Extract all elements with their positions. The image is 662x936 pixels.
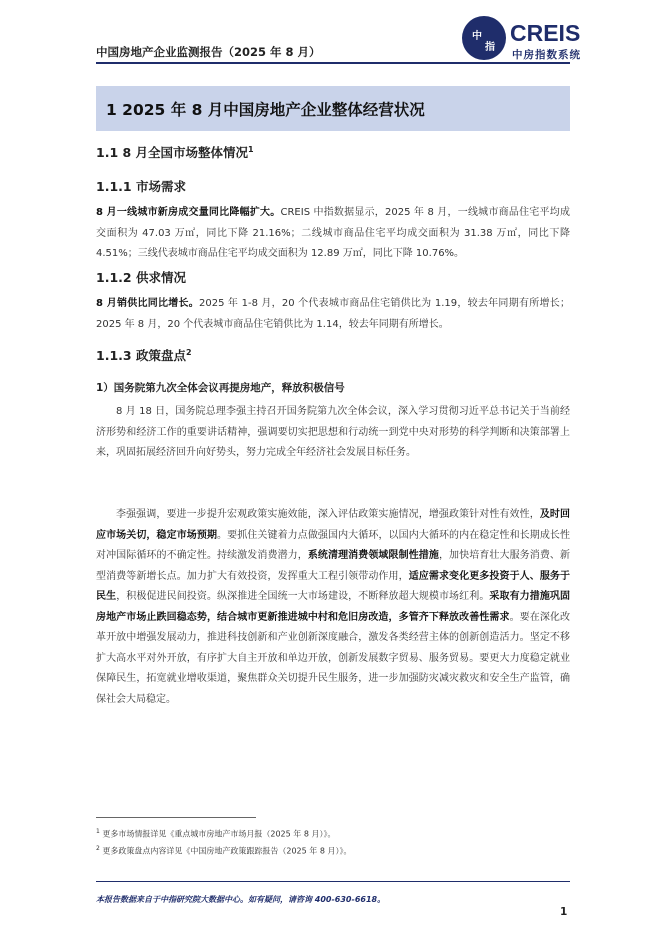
supply-demand-paragraph: [96, 294, 570, 335]
section-1-1-2-heading: 1.1.2 供求情况: [96, 270, 186, 285]
footer-divider: [96, 881, 570, 882]
footnote-divider: [96, 817, 256, 818]
market-demand-body: CREIS 中指数据显示，2025 年 8 月，一线城市商品住宅平均成交面积为 47.03 万㎡，同比下降 21.16%；二线城市商品住宅平均成交面积为 31.38 万㎡，同比下降 4.51%；三线代表城市商品住宅平均成交面积为 12.89 万㎡，同比下降 10.76%。: [96, 207, 570, 259]
logo-emblem: [462, 16, 506, 60]
policy-p2-text-g: ，积极促进民间投资。纵深推进全国统一大市场建设，不断释放超大规模市场红利。: [116, 591, 490, 602]
footnote-ref-1: 1: [248, 144, 254, 154]
section-1-1-title: 1.1 8 月全国市场整体情况: [96, 145, 249, 160]
section-1-1-heading: [96, 143, 254, 161]
market-demand-paragraph: [96, 203, 570, 265]
policy-p2-bold-d: 系统清理消费领域限制性措施: [307, 550, 439, 561]
footnote-1-text: 更多市场情报详见《重点城市房地产市场月报（2025 年 8 月）》。: [102, 829, 336, 839]
header-divider: [96, 62, 570, 64]
section-1-1-1-heading: 1.1.1 市场需求: [96, 179, 186, 194]
section-1-1-3-heading: [96, 346, 192, 364]
market-demand-lead: 8 月一线城市新房成交量同比降幅扩大。: [96, 207, 281, 218]
policy-paragraph-1: 8 月 18 日，国务院总理李强主持召开国务院第九次全体会议，深入学习贯彻习近平总书记关于当前经济形势和经济工作的重要讲话精神，强调要切实把思想和行动统一到党中央对形势的科学判断和决策部署上来，巩固拓展经济回升向好势头，努力完成全年经济社会发展目标任务。: [96, 406, 570, 458]
footnote-2: [96, 845, 351, 857]
report-header-title: 中国房地产企业监测报告（2025 年 8 月）: [96, 45, 321, 59]
supply-demand-body: 2025 年 1-8 月，20 个代表城市商品住宅销供比为 1.19，较去年同期有所增长；2025 年 8 月，20 个代表城市商品住宅销供比为 1.14，较去年同期有所增长。: [96, 298, 570, 330]
logo-emblem-char-1: 中: [472, 31, 482, 42]
logo-emblem-char-2: 指: [485, 42, 495, 53]
footer-disclaimer: 本报告数据来自于中指研究院大数据中心。如有疑问，请咨询 400-630-6618。: [96, 895, 386, 904]
section-1-1-3-title: 1.1.3 政策盘点: [96, 348, 186, 363]
footnote-2-number: 2: [96, 845, 100, 852]
policy-p2-bold-f: 适应需求变化更多投资于人、服务于民生: [96, 570, 571, 602]
policy-p2-text-c: 。要抓住关键着力点做强国内大循环，以国内大循环的内在稳定性和长期成长性对冲国际循环的不确定性。持续激发消费潜力，: [96, 529, 571, 561]
policy-p2-text-a: 李强强调，要进一步提升宏观政策实施效能，深入评估政策实施情况，增强政策针对性有效性，: [116, 509, 540, 520]
logo-subtitle: 中房指数系统: [512, 49, 581, 61]
footnote-1-number: 1: [96, 828, 100, 835]
policy-p2-text-e: ，加快培育壮大服务消费、新型消费等新增长点。加力扩大有效投资，发挥重大工程引领带动作用，: [96, 550, 571, 582]
footnote-1: [96, 828, 335, 840]
creis-logo: [462, 16, 597, 66]
footnote-ref-2: 2: [185, 347, 192, 357]
policy-item-1-heading: 1）国务院第九次全体会议再提房地产，释放积极信号: [96, 382, 345, 394]
supply-demand-lead: 8 月销供比同比增长。: [96, 298, 200, 309]
policy-paragraph-2: [96, 505, 570, 710]
page-number: 1: [560, 906, 568, 918]
chapter-title: 1 2025 年 8 月中国房地产企业整体经营状况: [106, 101, 425, 119]
chapter-banner: [96, 86, 570, 131]
policy-p2-text-i: 。要在深化改革开放中增强发展动力，推进科技创新和产业创新深度融合，激发各类经营主体的创新创造活力。坚定不移扩大高水平对外开放，有序扩大自主开放和单边开放，创新发展数字贸易、服务贸易。要更大力度稳定就业保障民生，拓宽就业增收渠道，聚焦群众关切提升民生服务，进一步加强防灾减灾救灾和安全生产监管，确保社会大局稳定。: [96, 611, 571, 705]
logo-brand-text: CREIS: [510, 20, 581, 46]
policy-p2-bold-h: 采取有力措施巩固房地产市场止跌回稳态势，结合城市更新推进城中村和危旧房改造，多管齐下释放改善性需求: [96, 591, 571, 623]
policy-p2-bold-b: 及时回应市场关切，稳定市场预期: [96, 509, 571, 541]
footnote-2-text: 更多政策盘点内容详见《中国房地产政策跟踪报告（2025 年 8 月）》。: [102, 846, 352, 856]
